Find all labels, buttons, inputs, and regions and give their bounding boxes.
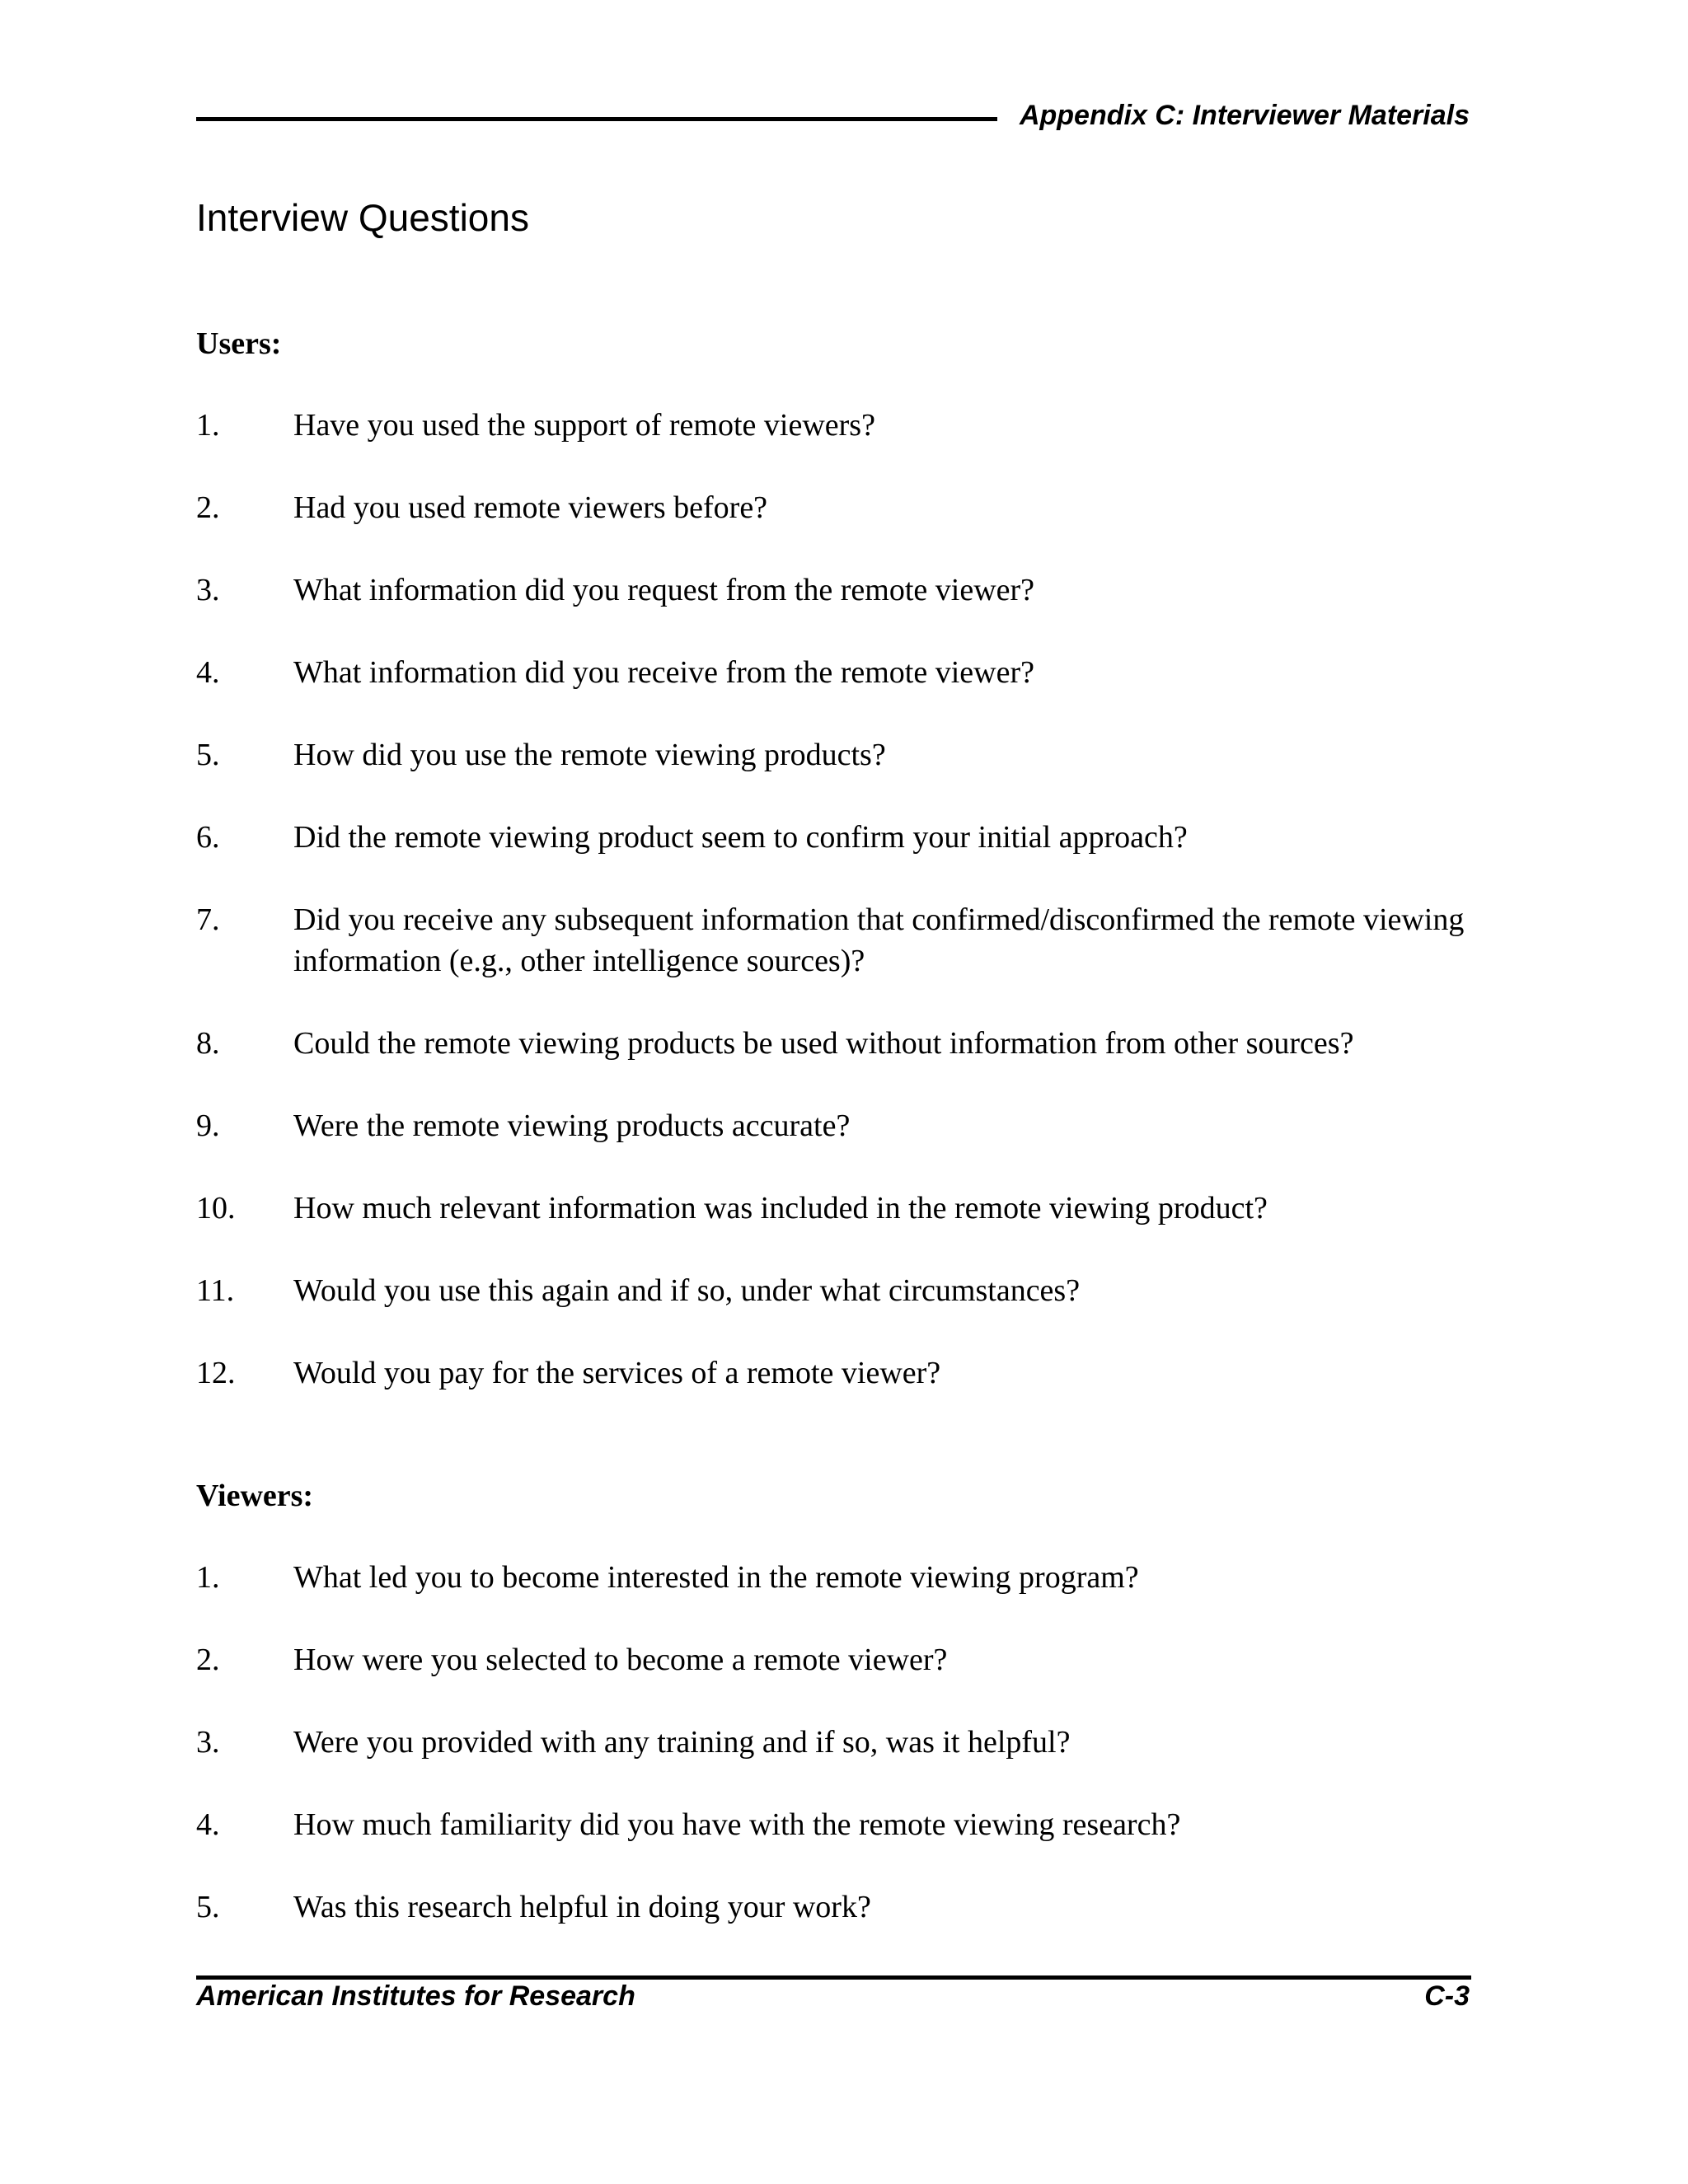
question-number: 3. — [196, 1725, 220, 1760]
question-text: Did the remote viewing product seem to confirm your initial approach? — [293, 820, 1188, 855]
list-item — [196, 1105, 1474, 1146]
list-item — [196, 405, 1474, 446]
question-number: 2. — [196, 490, 220, 525]
question-text: Have you used the support of remote viewers? — [293, 408, 875, 443]
question-number: 1. — [196, 1560, 220, 1595]
list-item — [196, 1023, 1474, 1064]
list-item — [196, 1722, 1474, 1763]
list-item — [196, 1639, 1474, 1680]
users-heading: Users: — [196, 326, 282, 361]
list-item — [196, 1270, 1474, 1311]
viewers-question-list — [196, 1557, 1474, 1969]
page-number: C-3 — [1424, 1980, 1470, 2012]
list-item — [196, 1188, 1474, 1229]
question-text: Would you pay for the services of a remote viewer? — [293, 1356, 941, 1390]
viewers-heading: Viewers: — [196, 1479, 314, 1513]
question-text: What information did you receive from the remote viewer? — [293, 655, 1034, 690]
question-number: 5. — [196, 1890, 220, 1924]
question-number: 6. — [196, 820, 220, 855]
question-number: 3. — [196, 573, 220, 607]
question-text: How much familiarity did you have with the remote viewing research? — [293, 1807, 1181, 1842]
page-title: Interview Questions — [196, 196, 529, 239]
list-item — [196, 899, 1474, 982]
list-item — [196, 817, 1474, 858]
question-text: Did you receive any subsequent information that confirmed/disconfirmed the remote viewing information (e.g., other intelligence sources)? — [293, 902, 1465, 978]
list-item — [196, 652, 1474, 693]
list-item — [196, 569, 1474, 611]
question-number: 4. — [196, 655, 220, 690]
question-text: Could the remote viewing products be used without information from other sources? — [293, 1026, 1354, 1061]
users-question-list — [196, 405, 1474, 1435]
footer-organization: American Institutes for Research — [196, 1980, 635, 2012]
question-number: 5. — [196, 738, 220, 772]
question-number: 11. — [196, 1273, 235, 1308]
question-number: 4. — [196, 1807, 220, 1842]
question-number: 10. — [196, 1191, 236, 1226]
header-rule — [196, 117, 997, 121]
question-number: 7. — [196, 902, 220, 937]
question-text: How were you selected to become a remote viewer? — [293, 1643, 948, 1677]
question-text: Would you use this again and if so, under what circumstances? — [293, 1273, 1081, 1308]
question-text: Had you used remote viewers before? — [293, 490, 768, 525]
question-text: Was this research helpful in doing your work? — [293, 1890, 871, 1924]
question-number: 9. — [196, 1108, 220, 1143]
question-text: Were you provided with any training and if so, was it helpful? — [293, 1725, 1071, 1760]
question-text: Were the remote viewing products accurate? — [293, 1108, 851, 1143]
question-number: 2. — [196, 1643, 220, 1677]
list-item — [196, 1804, 1474, 1845]
list-item — [196, 1557, 1474, 1598]
question-number: 12. — [196, 1356, 236, 1390]
list-item — [196, 1352, 1474, 1394]
running-header: Appendix C: Interviewer Materials — [1019, 100, 1470, 131]
question-text: What led you to become interested in the remote viewing program? — [293, 1560, 1139, 1595]
question-number: 1. — [196, 408, 220, 443]
question-text: What information did you request from the remote viewer? — [293, 573, 1035, 607]
question-number: 8. — [196, 1026, 220, 1061]
question-text: How much relevant information was included in the remote viewing product? — [293, 1191, 1268, 1226]
list-item — [196, 1886, 1474, 1928]
question-text: How did you use the remote viewing products? — [293, 738, 886, 772]
list-item — [196, 487, 1474, 528]
list-item — [196, 734, 1474, 776]
